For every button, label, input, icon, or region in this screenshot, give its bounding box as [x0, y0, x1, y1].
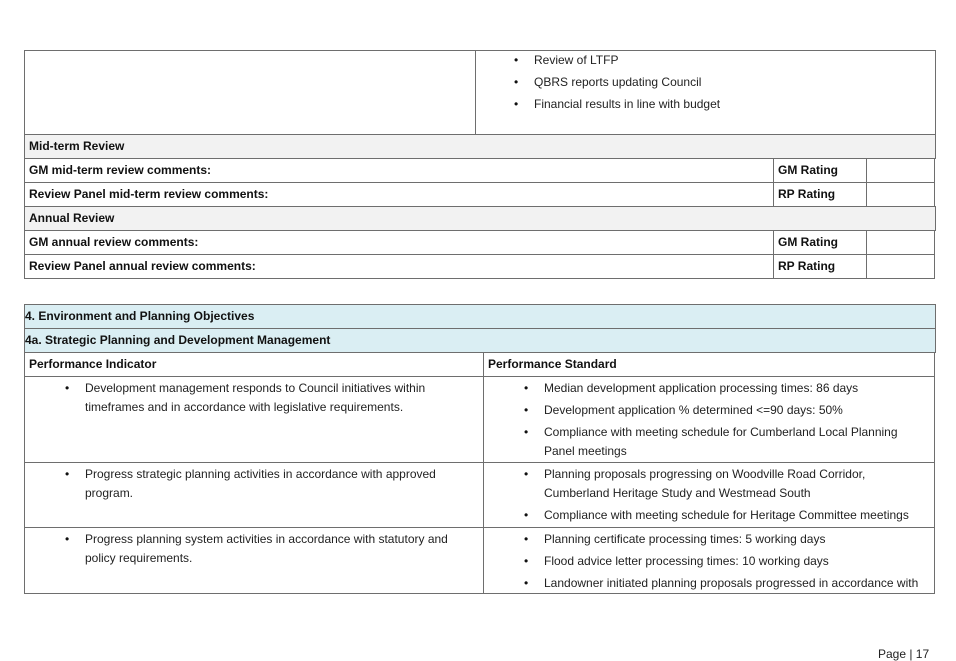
list-item: • Development management responds to Council initiatives within timeframes and in accordance with legislative requirements.	[65, 381, 426, 414]
table-row	[483, 527, 935, 594]
page-number: Page | 17	[878, 647, 930, 661]
gm-rating-label: GM Rating	[773, 230, 867, 255]
section-subtitle: 4a. Strategic Planning and Development Management	[24, 328, 936, 353]
gm-rating-field[interactable]	[866, 230, 935, 255]
list-item: • Progress strategic planning activities in accordance with approved program.	[65, 467, 436, 500]
list-item: • Flood advice letter processing times: 10 working days	[524, 554, 829, 568]
rp-rating-label: RP Rating	[773, 254, 867, 279]
column-header-indicator: Performance Indicator	[24, 352, 484, 377]
list-item: • Planning proposals progressing on Woodville Road Corridor, Cumberland Heritage Study and Westmead South	[524, 467, 866, 500]
rp-rating-field[interactable]	[866, 182, 935, 207]
rp-rating-label: RP Rating	[773, 182, 867, 207]
gm-rating-field[interactable]	[866, 158, 935, 183]
table-row	[483, 462, 935, 528]
table-row	[24, 462, 484, 528]
table-row	[24, 527, 484, 594]
rp-rating-field[interactable]	[866, 254, 935, 279]
column-header-standard: Performance Standard	[483, 352, 935, 377]
gm-midterm-label: GM mid-term review comments:	[24, 158, 774, 183]
list-item: • Planning certificate processing times: 5 working days	[524, 532, 826, 546]
list-item: • Landowner initiated planning proposals progressed in accordance with	[524, 576, 919, 590]
rp-midterm-label: Review Panel mid-term review comments:	[24, 182, 774, 207]
table-row	[483, 376, 935, 463]
list-item: • Median development application processing times: 86 days	[524, 381, 859, 395]
midterm-review-header: Mid-term Review	[24, 134, 936, 159]
list-item: • Review of LTFP	[514, 53, 619, 67]
gm-annual-label: GM annual review comments:	[24, 230, 774, 255]
list-item: • Financial results in line with budget	[514, 97, 721, 111]
gm-rating-label: GM Rating	[773, 158, 867, 183]
financial-bullets-cell	[475, 50, 936, 135]
list-item: • Compliance with meeting schedule for Heritage Committee meetings	[524, 508, 909, 522]
list-item: • QBRS reports updating Council	[514, 75, 702, 89]
empty-cell	[24, 50, 476, 135]
rp-annual-label: Review Panel annual review comments:	[24, 254, 774, 279]
annual-review-header: Annual Review	[24, 206, 936, 231]
list-item: • Development application % determined <=90 days: 50%	[524, 403, 843, 417]
list-item: • Compliance with meeting schedule for Cumberland Local Planning Panel meetings	[524, 425, 898, 458]
list-item: • Progress planning system activities in accordance with statutory and policy requirements.	[65, 532, 448, 565]
section-title: 4. Environment and Planning Objectives	[24, 304, 936, 329]
table-row	[24, 376, 484, 463]
